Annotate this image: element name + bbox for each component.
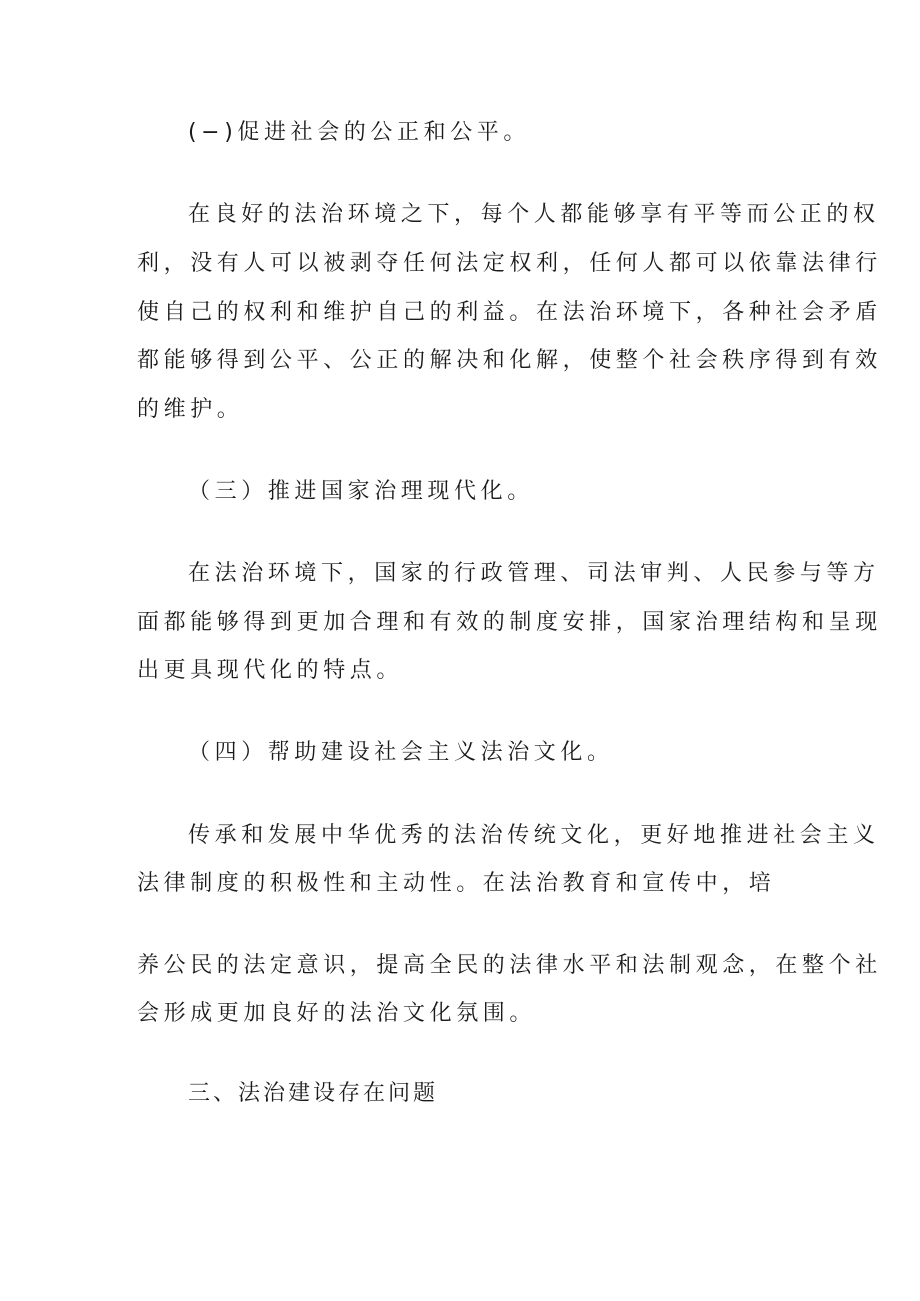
paragraph-line: 传承和发展中华优秀的法治传统文化，更好地推进社会主义 — [188, 823, 880, 848]
paragraph-line: 在良好的法治环境之下，每个人都能够享有平等而公正的权 — [188, 202, 880, 227]
paragraph-line: 利，没有人可以被剥夺任何法定权利，任何人都可以依靠法律行 — [137, 251, 882, 276]
paragraph-line: 出更具现代化的特点。 — [137, 658, 404, 683]
paragraph-line: 在法治环境下，国家的行政管理、司法审判、人民参与等方 — [188, 561, 880, 586]
section-heading-problems: 三、法治建设存在问题 — [188, 1081, 439, 1106]
paragraph-line: 养公民的法定意识，提高全民的法律水平和法制观念，在整个社 — [137, 953, 882, 978]
subheading-promote-justice: (−)促进社会的公正和公平。 — [188, 120, 531, 145]
paragraph-line: 的维护。 — [137, 397, 244, 422]
paragraph-line: 都能够得到公平、公正的解决和化解，使整个社会秩序得到有效 — [137, 348, 882, 373]
subheading-governance-modernization: （三）推进国家治理现代化。 — [188, 479, 534, 504]
paragraph-line: 法律制度的积极性和主动性。在法治教育和宣传中，培 — [137, 871, 776, 896]
paragraph-line: 会形成更加良好的法治文化氛围。 — [137, 1001, 537, 1026]
paragraph-line: 使自己的权利和维护自己的利益。在法治环境下，各种社会矛盾 — [137, 300, 882, 325]
subheading-rule-of-law-culture: （四）帮助建设社会主义法治文化。 — [188, 740, 614, 765]
paragraph-line: 面都能够得到更加合理和有效的制度安排，国家治理结构和呈现 — [137, 610, 882, 635]
